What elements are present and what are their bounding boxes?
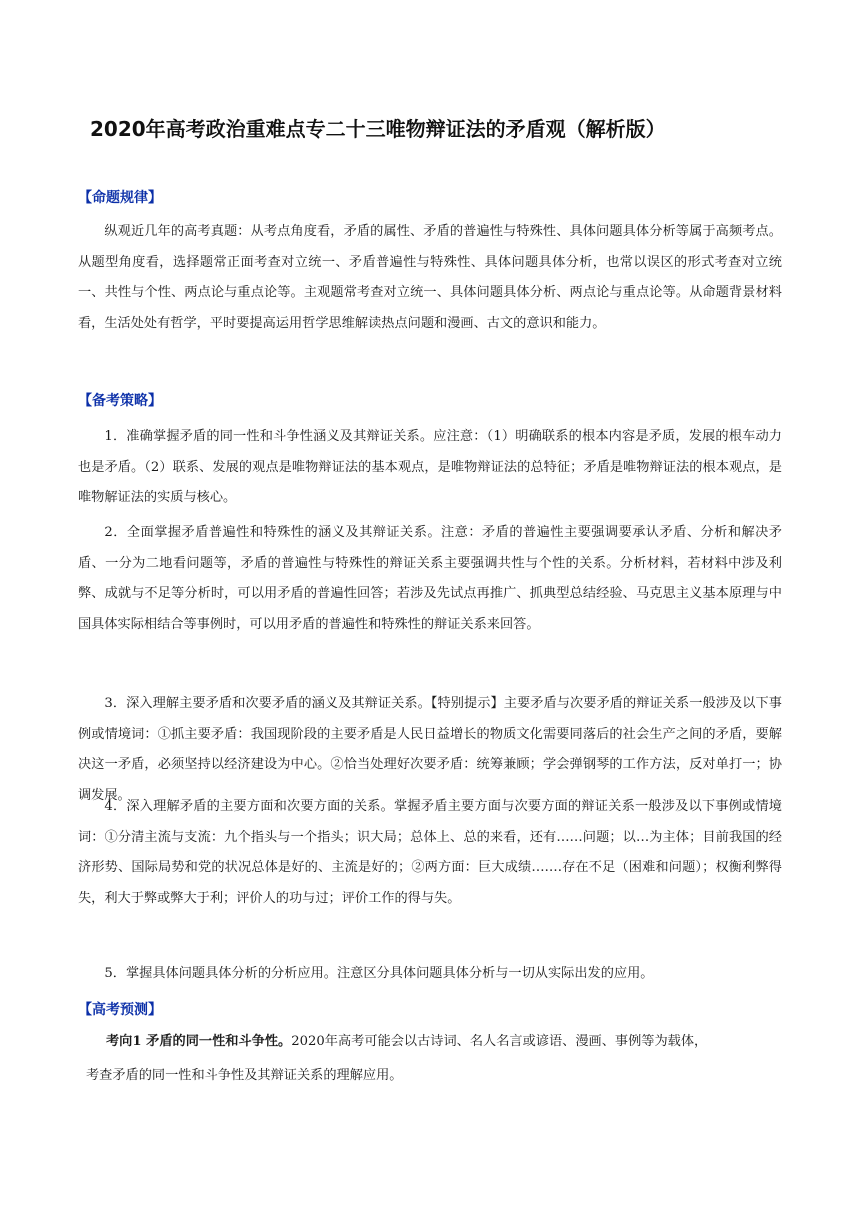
prediction-paragraph	[78, 1025, 792, 1093]
section-heading-prediction: 【高考预测】	[78, 1002, 162, 1018]
section-heading-rule: 【命题规律】	[78, 190, 162, 206]
strategy-item-4: 4．深入理解矛盾的主要方面和次要方面的关系。掌握矛盾主要方面与次要方面的辩证关系一般涉及以下事例或情境词：①分清主流与支流：九个指头与一个指头；识大局；总体上、总的来看，还有……问题；以…为主体；目前我国的经济形势、国际局势和党的状况总体是好的、主流是好的；②两方面：巨大成绩…….存在不足（困难和问题）；权衡利弊得失，利大于弊或弊大于利；评价人的功与过；评价工作的得与失。	[78, 799, 782, 906]
prediction-line-2: 考查矛盾的同一性和斗争性及其辩证关系的理解应用。	[86, 1068, 403, 1083]
strategy-item-5: 5．掌握具体问题具体分析的分析应用。注意区分具体问题具体分析与一切从实际出发的应用。	[104, 966, 654, 981]
rule-paragraph: 纵观近几年的高考真题：从考点角度看，矛盾的属性、矛盾的普遍性与特殊性、具体问题具体分析等属于高频考点。从题型角度看，选择题常正面考查对立统一、矛盾普遍性与特殊性、具体问题具体分析，也常以误区的形式考查对立统一、共性与个性、两点论与重点论等。主观题常考查对立统一、具体问题具体分析、两点论与重点论等。从命题背景材料看，生活处处有哲学，平时要提高运用哲学思维解读热点问题和漫画、古文的意识和能力。	[78, 224, 782, 331]
section-heading-strategy: 【备考策略】	[78, 393, 162, 409]
strategy-item-2: 2．全面掌握矛盾普遍性和特殊性的涵义及其辩证关系。注意：矛盾的普遍性主要强调要承认矛盾、分析和解决矛盾、一分为二地看问题等，矛盾的普遍性与特殊性的辩证关系主要强调共性与个性的关系。分析材料，若材料中涉及利弊、成就与不足等分析时，可以用矛盾的普遍性回答；若涉及先试点再推广、抓典型总结经验、马克思主义基本原理与中国具体实际相结合等事例时，可以用矛盾的普遍性和特殊性的辩证关系来回答。	[78, 525, 782, 632]
strategy-item-3: 3．深入理解主要矛盾和次要矛盾的涵义及其辩证关系。【特别提示】主要矛盾与次要矛盾的辩证关系一般涉及以下事例或情境词：①抓主要矛盾：我国现阶段的主要矛盾是人民日益增长的物质文化需要同落后的社会生产之间的矛盾，要解决这一矛盾，必须坚持以经济建设为中心。②恰当处理好次要矛盾：统筹兼顾；学会弹钢琴的工作方法，反对单打一；协调发展。	[78, 696, 782, 803]
strategy-item-1: 1．准确掌握矛盾的同一性和斗争性涵义及其辩证关系。应注意：（1）明确联系的根本内容是矛质，发展的根车动力也是矛盾。（2）联系、发展的观点是唯物辩证法的基本观点，是唯物辩证法的总特征；矛盾是唯物辩证法的根本观点，是唯物解证法的实质与核心。	[78, 429, 782, 505]
document-title: 2020年高考政治重难点专二十三唯物辩证法的矛盾观（解析版）	[90, 117, 666, 141]
prediction-lead: 考向1 矛盾的同一性和斗争性。	[106, 1034, 292, 1049]
prediction-line-1: 2020年高考可能会以古诗词、名人名言或谚语、漫画、事例等为载体，	[291, 1034, 708, 1049]
